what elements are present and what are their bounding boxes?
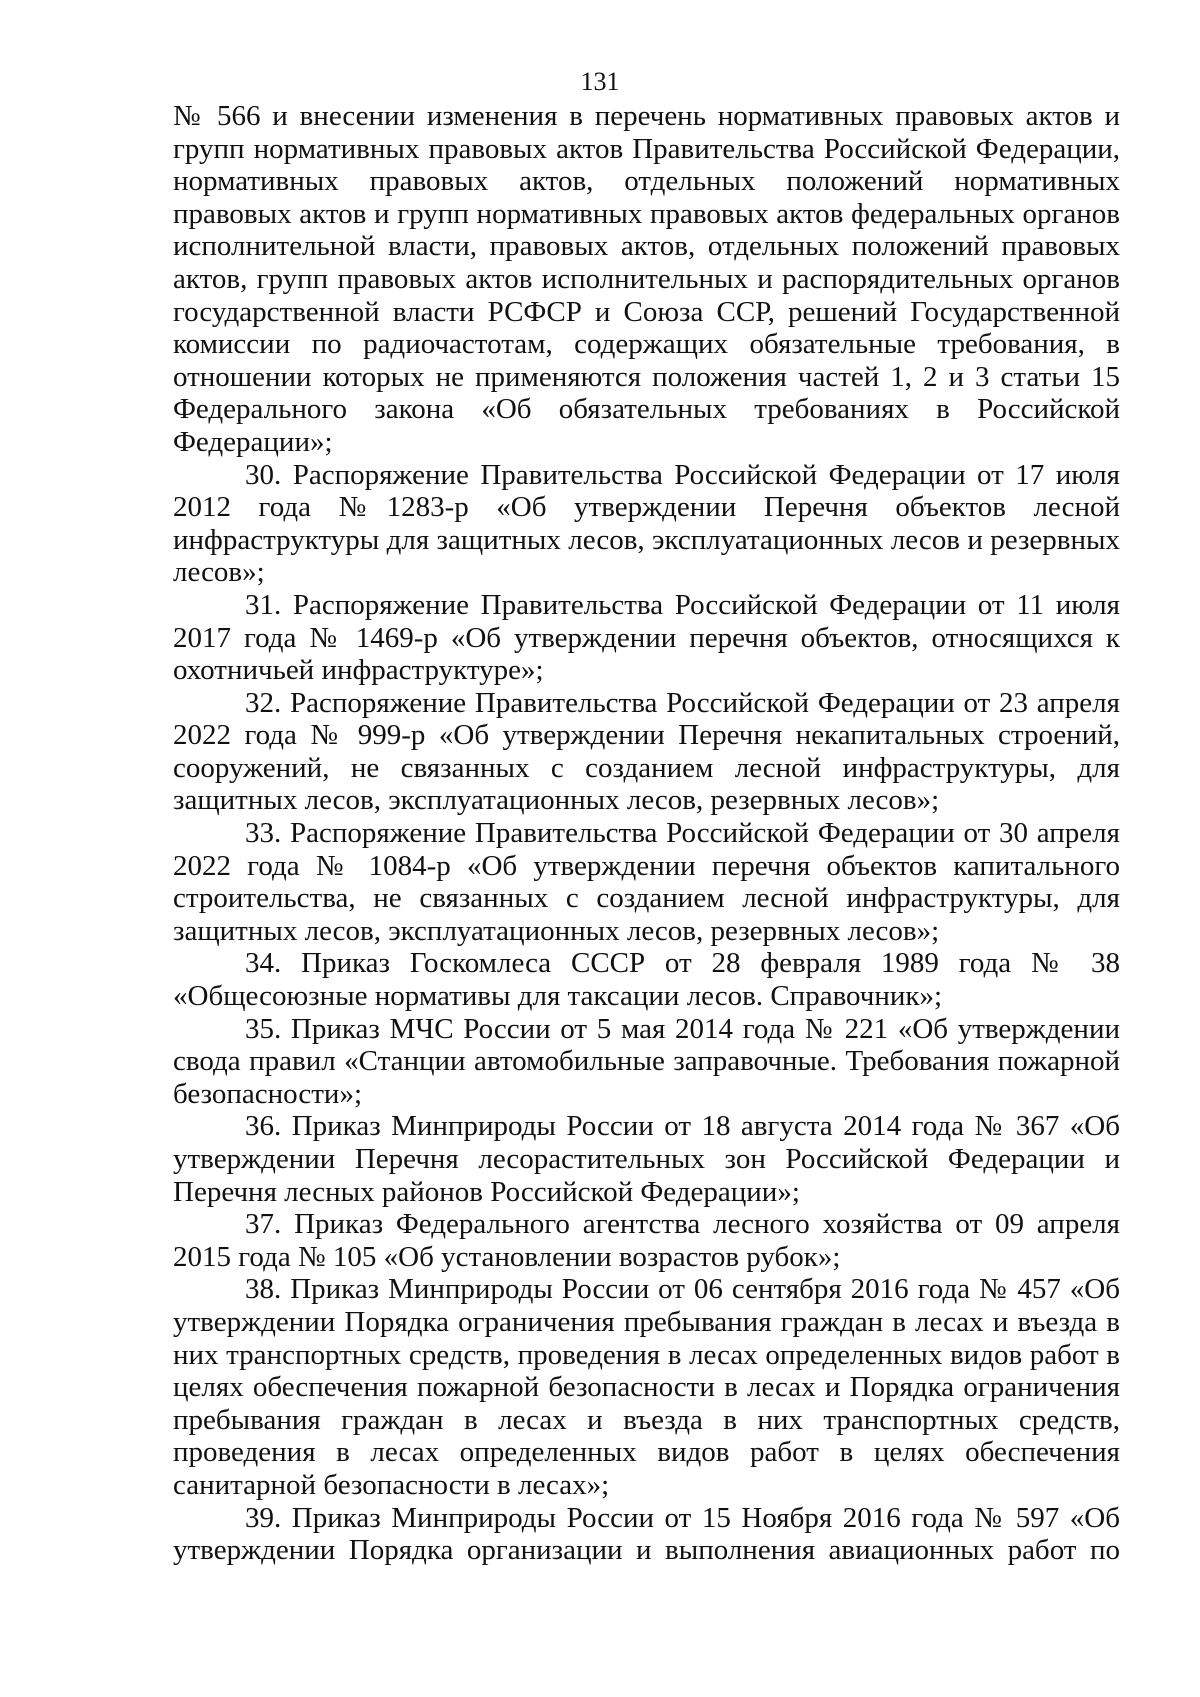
page-number: 131 bbox=[580, 67, 620, 96]
list-item-39: 39. Приказ Минприроды России от 15 Ноября 2016 года № 597 «Об утверждении Порядка организации и выполнения авиационных работ по bbox=[173, 1501, 1120, 1567]
list-item-30: 30. Распоряжение Правительства Российской Федерации от 17 июля 2012 года №1283-р «Об утверждении Перечня объектов лесной инфраструктуры для защитных лесов, эксплуатационных лесов и резервных лесов»; bbox=[173, 458, 1120, 589]
list-item-33: 33. Распоряжение Правительства Российской Федерации от 30 апреля 2022 года № 1084-р «Об утверждении перечня объектов капитального строительства, не связанных с созданием лесной инфраструктуры, для защитных лесов, эксплуатационных лесов, резервных лесов»; bbox=[173, 817, 1120, 947]
document-body bbox=[173, 100, 1120, 1567]
list-item-38: 38. Приказ Минприроды России от 06 сентября 2016 года № 457 «Об утверждении Порядка ограничения пребывания граждан в лесах и въезда в них транспортных средств, проведения в лесах определенных видов работ в целях обеспечения пожарной безопасности в лесах и Порядка ограничения пребывания граждан в лесах и въезда в них транспортных средств, проведения в лесах определенных видов работ в целях обеспечения санитарной безопасности в лесах»; bbox=[173, 1273, 1120, 1501]
list-item-35: 35. Приказ МЧС России от 5 мая 2014 года № 221 «Об утверждении свода правил «Станции автомобильные заправочные. Требования пожарной безопасности»; bbox=[173, 1012, 1120, 1110]
list-item-37: 37. Приказ Федерального агентства лесного хозяйства от 09 апреля 2015 года № 105 «Об установлении возрастов рубок»; bbox=[173, 1208, 1120, 1273]
list-item-31: 31. Распоряжение Правительства Российской Федерации от 11 июля 2017 года № 1469-р «Об утверждении перечня объектов, относящихся к охотничьей инфраструктуре»; bbox=[173, 588, 1120, 687]
list-item-32: 32. Распоряжение Правительства Российской Федерации от 23 апреля 2022 года № 999-р «Об утверждении Перечня некапитальных строений, сооружений, не связанных с созданием лесной инфраструктуры, для защитных лесов, эксплуатационных лесов, резервных лесов»; bbox=[173, 686, 1120, 817]
list-item-34: 34. Приказ Госкомлеса СССР от 28 февраля 1989 года № 38 «Общесоюзные нормативы для таксации лесов. Справочник»; bbox=[173, 947, 1120, 1013]
paragraph-continuation: № 566 и внесении изменения в перечень нормативных правовых актов и групп нормативных правовых актов Правительства Российской Федерации, нормативных правовых актов, отдельных положений нормативных правовых актов и групп нормативных правовых актов федеральных органов исполнительной власти, правовых актов, отдельных положений правовых актов, групп правовых актов исполнительных и распорядительных органов государственной власти РСФСР и Союза ССР, решений Государственной комиссии по радиочастотам, содержащих обязательные требования, в отношении которых не применяются положения частей 1, 2 и 3 статьи 15 Федерального закона «Об обязательных требованиях в Российской Федерации»; bbox=[173, 100, 1120, 458]
list-item-36: 36. Приказ Минприроды России от 18 августа 2014 года № 367 «Об утверждении Перечня лесорастительных зон Российской Федерации и Перечня лесных районов Российской Федерации»; bbox=[173, 1110, 1120, 1208]
